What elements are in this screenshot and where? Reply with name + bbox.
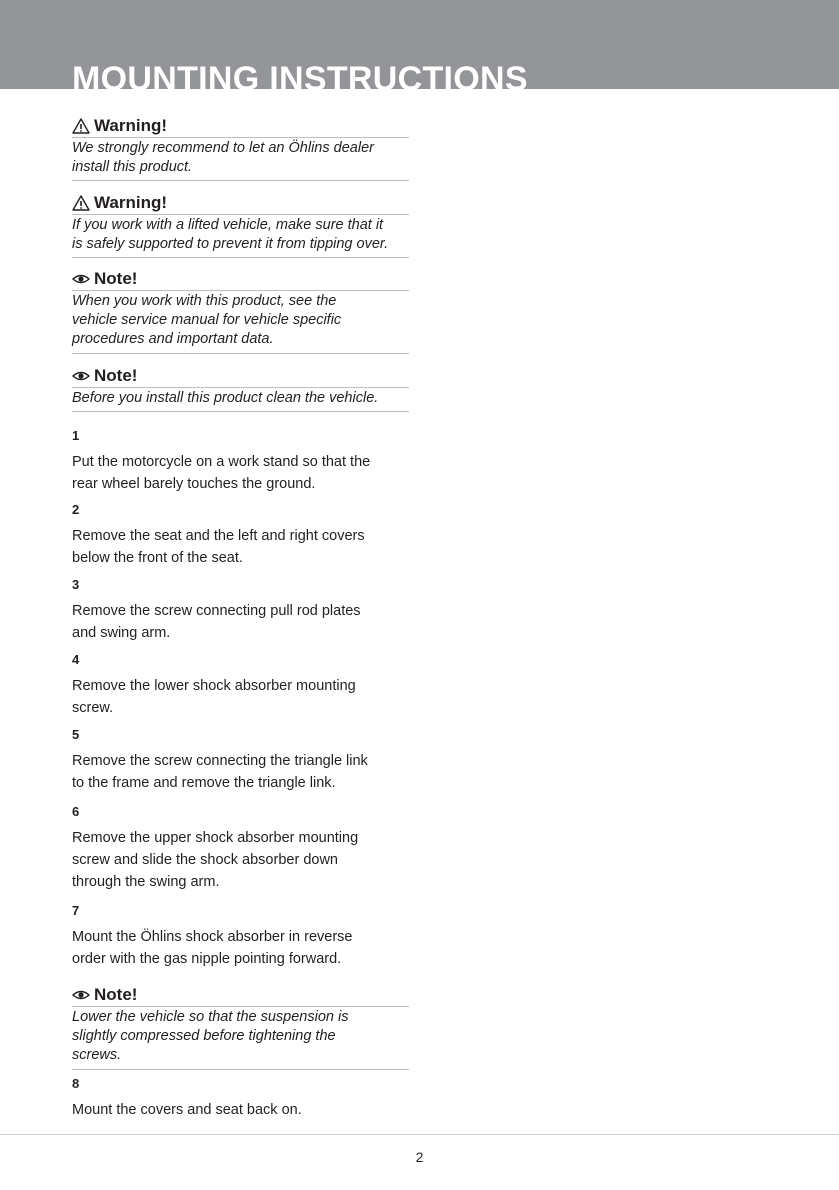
step-number: 7 xyxy=(72,903,80,918)
step-number: 5 xyxy=(72,727,80,742)
warning-triangle-icon xyxy=(72,195,90,211)
step-text: Mount the Öhlins shock absorber in reverse order with the gas nipple pointing forward. xyxy=(72,929,353,967)
step-text: Remove the screw connecting the triangle link to the frame and remove the triangle link. xyxy=(72,753,368,791)
step-2 xyxy=(72,502,409,569)
step-text: Remove the upper shock absorber mounting screw and slide the shock absorber down through the swing arm. xyxy=(72,830,359,890)
callout-text: Lower the vehicle so that the suspension is slightly compressed before tightening the screws. xyxy=(72,1007,409,1070)
note-callout xyxy=(72,985,409,1070)
footer-divider xyxy=(0,1134,839,1135)
step-3 xyxy=(72,577,409,644)
step-1 xyxy=(72,428,409,495)
callout-heading xyxy=(72,366,409,388)
step-number: 8 xyxy=(72,1076,80,1091)
step-4 xyxy=(72,652,409,719)
warning-callout xyxy=(72,193,409,258)
step-6 xyxy=(72,804,409,893)
callout-text: When you work with this product, see the vehicle service manual for vehicle specific procedures and important data. xyxy=(72,291,409,354)
step-text: Remove the seat and the left and right covers below the front of the seat. xyxy=(72,528,365,566)
header-band xyxy=(0,0,839,89)
warning-callout xyxy=(72,116,409,181)
step-number: 1 xyxy=(72,428,80,443)
step-8 xyxy=(72,1076,409,1121)
step-text: Mount the covers and seat back on. xyxy=(72,1102,302,1118)
step-text: Remove the screw connecting pull rod plates and swing arm. xyxy=(72,603,361,641)
step-text: Remove the lower shock absorber mounting screw. xyxy=(72,678,356,716)
page-number: 2 xyxy=(415,1149,424,1165)
callout-label: Warning! xyxy=(94,193,168,212)
callout-heading xyxy=(72,193,409,215)
step-7 xyxy=(72,903,409,970)
page-title: MOUNTING INSTRUCTIONS xyxy=(72,60,528,89)
callout-text: Before you install this product clean the vehicle. xyxy=(72,388,409,412)
step-number: 6 xyxy=(72,804,80,819)
callout-label: Note! xyxy=(94,366,138,385)
callout-heading xyxy=(72,985,409,1007)
callout-text: We strongly recommend to let an Öhlins dealer install this product. xyxy=(72,138,409,181)
callout-text: If you work with a lifted vehicle, make sure that it is safely supported to prevent it from tipping over. xyxy=(72,215,409,258)
eye-icon xyxy=(72,368,90,384)
callout-heading xyxy=(72,116,409,138)
callout-label: Note! xyxy=(94,269,138,288)
step-number: 4 xyxy=(72,652,80,667)
step-text: Put the motorcycle on a work stand so that the rear wheel barely touches the ground. xyxy=(72,454,371,492)
eye-icon xyxy=(72,271,90,287)
warning-triangle-icon xyxy=(72,118,90,134)
note-callout xyxy=(72,269,409,354)
eye-icon xyxy=(72,987,90,1003)
callout-heading xyxy=(72,269,409,291)
callout-label: Note! xyxy=(94,985,138,1004)
callout-label: Warning! xyxy=(94,116,168,135)
step-number: 3 xyxy=(72,577,80,592)
note-callout xyxy=(72,366,409,412)
step-5 xyxy=(72,727,409,794)
step-number: 2 xyxy=(72,502,80,517)
